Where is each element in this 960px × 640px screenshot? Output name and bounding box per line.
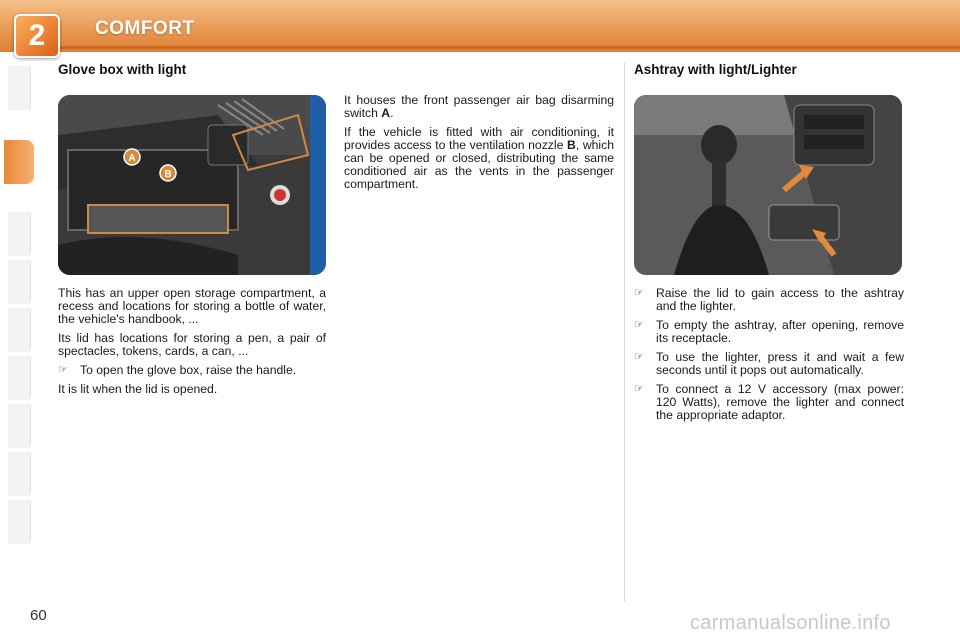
glove-box-details xyxy=(344,94,614,197)
ventilation-nozzle-text: If the vehicle is fitted with air conditioning, it provides access to the ventilation nozzle B, which can be opened or closed, distributing the same conditioned air as the vents in the passenger compartment. xyxy=(344,125,615,191)
air-bag-switch-text: It houses the front passenger air bag disarming switch A. xyxy=(344,93,614,120)
chapter-tab[interactable] xyxy=(8,308,31,352)
chapter-tab[interactable] xyxy=(8,66,31,110)
label-a-text: A xyxy=(128,153,136,164)
chapter-tab[interactable] xyxy=(8,404,31,448)
label-b-text: B xyxy=(164,169,172,180)
glove-box-intro: This has an upper open storage compartment, a recess and locations for storing a bottle of water, the vehicle's handbook, ... xyxy=(58,286,326,326)
glove-box-bullet: ☞ To open the glove box, raise the handle. xyxy=(58,363,297,377)
page-number: 60 xyxy=(30,607,47,624)
chapter-title: COMFORT xyxy=(95,18,195,39)
glove-box-lid-text: Its lid has locations for storing a pen, a pair of spectacles, tokens, cards, a can, ... xyxy=(58,331,326,358)
ashtray-bullet: ☞ Raise the lid to gain access to the ashtray and the lighter. xyxy=(634,286,904,313)
chapter-tab[interactable] xyxy=(8,500,31,544)
chapter-tab[interactable] xyxy=(8,260,31,304)
hand-pointer-icon: ☞ xyxy=(58,364,68,376)
glove-box-photo xyxy=(58,95,326,275)
glove-box-heading: Glove box with light xyxy=(58,62,187,77)
glove-box-illustration xyxy=(58,95,326,275)
hand-pointer-icon: ☞ xyxy=(634,351,644,363)
ashtray-illustration xyxy=(634,95,902,275)
chapter-tab-active[interactable] xyxy=(4,140,34,184)
ashtray-photo xyxy=(634,95,902,275)
switch-label-a: A xyxy=(381,106,391,120)
ashtray-bullet: ☞ To connect a 12 V accessory (max power: 120 Watts), remove the lighter and connect the appropriate adaptor. xyxy=(634,382,904,422)
chapter-number-badge: 2 xyxy=(14,14,60,58)
column-divider xyxy=(624,62,625,602)
chapter-tabs xyxy=(0,62,36,572)
ashtray-bullet: ☞ To empty the ashtray, after opening, remove its receptacle. xyxy=(634,318,904,345)
ashtray-instructions xyxy=(634,287,904,428)
chapter-tab[interactable] xyxy=(8,452,31,496)
glove-box-description xyxy=(58,287,326,402)
hand-pointer-icon: ☞ xyxy=(634,287,644,299)
chapter-tab[interactable] xyxy=(8,356,31,400)
chapter-tab[interactable] xyxy=(8,212,31,256)
nozzle-label-b: B xyxy=(567,138,576,152)
footer-watermark: carmanualsonline.info xyxy=(690,612,891,634)
hand-pointer-icon: ☞ xyxy=(634,383,644,395)
glove-box-lit-text: It is lit when the lid is opened. xyxy=(58,382,218,396)
header-divider xyxy=(60,46,960,49)
ashtray-bullet: ☞ To use the lighter, press it and wait a few seconds until it pops out automatically. xyxy=(634,350,904,377)
hand-pointer-icon: ☞ xyxy=(634,319,644,331)
ashtray-heading: Ashtray with light/Lighter xyxy=(634,62,797,77)
